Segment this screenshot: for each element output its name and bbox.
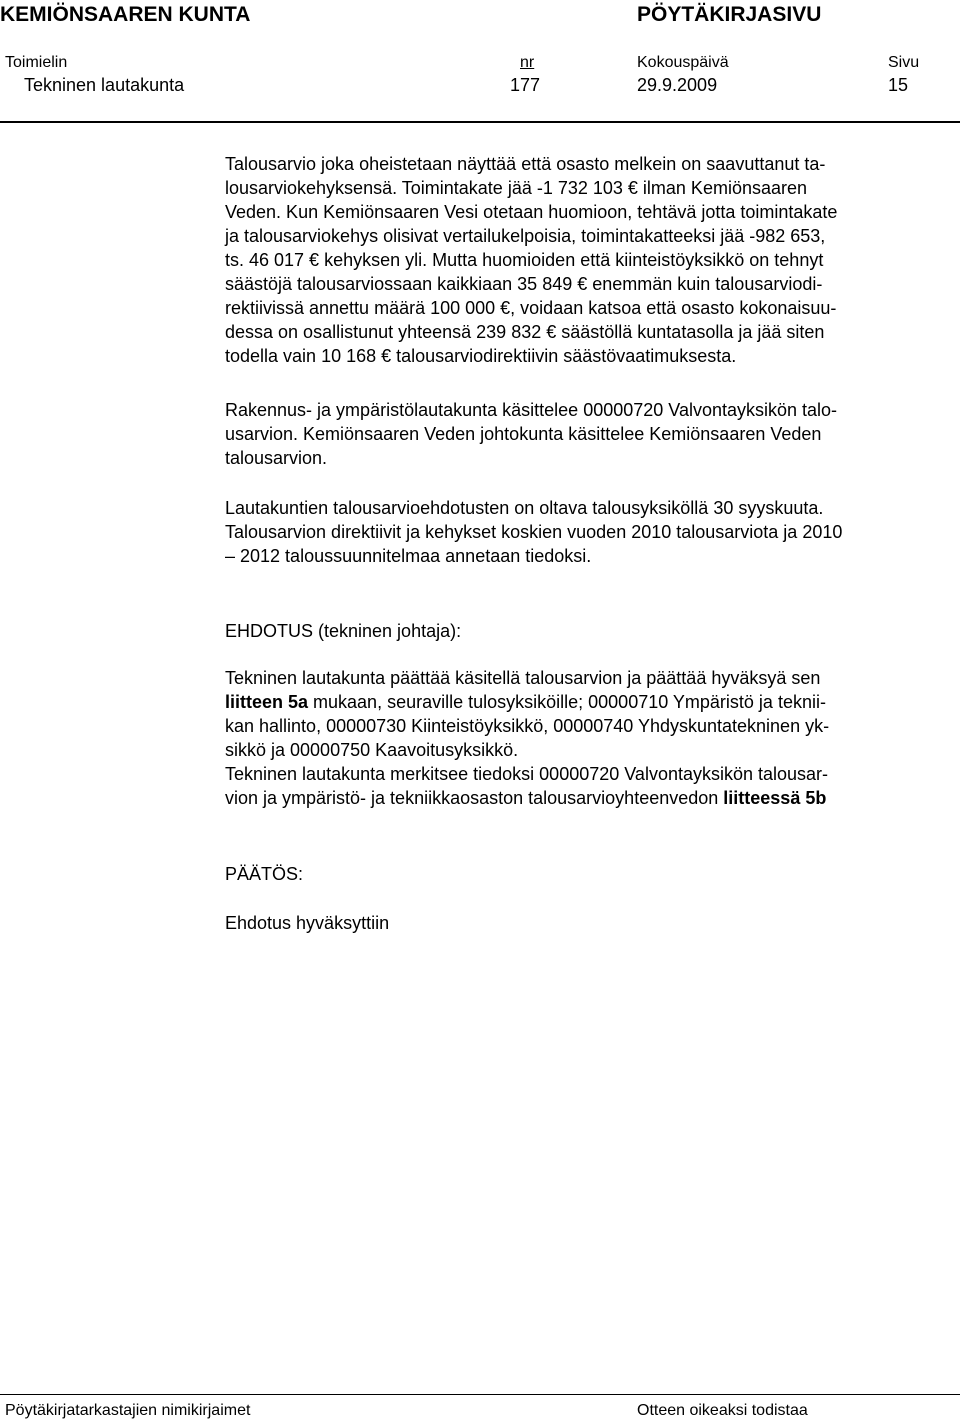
text-line: todella vain 10 168 € talousarviodirektiivin säästövaatimuksesta. [225, 346, 737, 366]
text-line: – 2012 taloussuunnitelmaa annetaan tiedoksi. [225, 546, 592, 566]
value-date: 29.9.2009 [637, 75, 718, 95]
doc-type: PÖYTÄKIRJASIVU [637, 3, 822, 26]
attachment-ref-5a: liitteen 5a [225, 692, 309, 712]
text-line: Tekninen lautakunta merkitsee tiedoksi 00000720 Valvontayksikön talousar- [225, 764, 829, 784]
text-span: mukaan, seuraville tulosyksiköille; 00000710 Ympäristö ja teknii- [308, 692, 826, 712]
attachment-ref-5b: liitteessä 5b [723, 788, 827, 808]
text-line: ja talousarviokehys olisivat vertailukelpoisia, toimintakatteeksi jää -982 653, [225, 226, 826, 246]
label-date: Kokouspäivä [637, 54, 729, 71]
text-line: lousarviokehyksensä. Toimintakate jää -1 732 103 € ilman Kemiönsaaren [225, 178, 808, 198]
text-line: dessa on osallistunut yhteensä 239 832 € säästöllä kuntatasolla ja jää siten [225, 322, 825, 342]
paragraph-other-committees [225, 398, 960, 470]
text-line: Talousarvio joka oheistetaan näyttää että osasto melkein on saavuttanut ta- [225, 154, 826, 174]
org-name: KEMIÖNSAAREN KUNTA [0, 3, 251, 26]
label-nr: nr [520, 54, 535, 71]
text-line: Tekninen lautakunta päättää käsitellä talousarvion ja päättää hyväksyä sen [225, 668, 821, 688]
footer-divider [0, 1394, 960, 1395]
text-line: sikkö ja 00000750 Kaavoitusyksikkö. [225, 740, 519, 760]
text-line [225, 690, 960, 714]
text-line: ts. 46 017 € kehyksen yli. Mutta huomioiden että kiinteistöyksikkö on tehnyt [225, 250, 824, 270]
text-line: Lautakuntien talousarvioehdotusten on oltava talousyksiköllä 30 syyskuuta. [225, 498, 824, 518]
text-line: talousarvion. [225, 448, 328, 468]
text-line [225, 786, 960, 810]
value-nr: 177 [510, 75, 541, 95]
header-divider [0, 121, 960, 123]
text-line: kan hallinto, 00000730 Kiinteistöyksikkö, 00000740 Yhdyskuntatekninen yk- [225, 716, 830, 736]
heading-text: EHDOTUS (tekninen johtaja): [225, 621, 462, 641]
heading-text: PÄÄTÖS: [225, 864, 304, 884]
label-page: Sivu [888, 54, 920, 71]
footer-right: Otteen oikeaksi todistaa [637, 1402, 808, 1419]
text-line: rektiivissä annettu määrä 100 000 €, voidaan katsoa että osasto kokonaisuu- [225, 298, 837, 318]
paragraph-deadlines [225, 496, 960, 568]
text-span: vion ja ympäristö- ja tekniikkaosaston talousarvioyhteenvedon [225, 788, 724, 808]
label-body: Toimielin [5, 54, 68, 71]
text-line: Ehdotus hyväksyttiin [225, 913, 390, 933]
text-line: Rakennus- ja ympäristölautakunta käsittelee 00000720 Valvontayksikön talo- [225, 400, 838, 420]
text-line: Veden. Kun Kemiönsaaren Vesi otetaan huomioon, tehtävä jotta toimintakate [225, 202, 838, 222]
decision-text [225, 911, 960, 935]
paragraph-budget-summary [225, 152, 960, 368]
decision-heading [225, 862, 960, 886]
value-body: Tekninen lautakunta [24, 75, 185, 95]
text-line: usarvion. Kemiönsaaren Veden johtokunta käsittelee Kemiönsaaren Veden [225, 424, 822, 444]
paragraph-proposal [225, 666, 960, 810]
value-page: 15 [888, 75, 909, 95]
text-line: säästöjä talousarviossaan kaikkiaan 35 849 € enemmän kuin talousarviodi- [225, 274, 823, 294]
proposal-heading [225, 619, 960, 643]
text-line: Talousarvion direktiivit ja kehykset koskien vuoden 2010 talousarviota ja 2010 [225, 522, 843, 542]
footer-left: Pöytäkirjatarkastajien nimikirjaimet [5, 1402, 251, 1419]
